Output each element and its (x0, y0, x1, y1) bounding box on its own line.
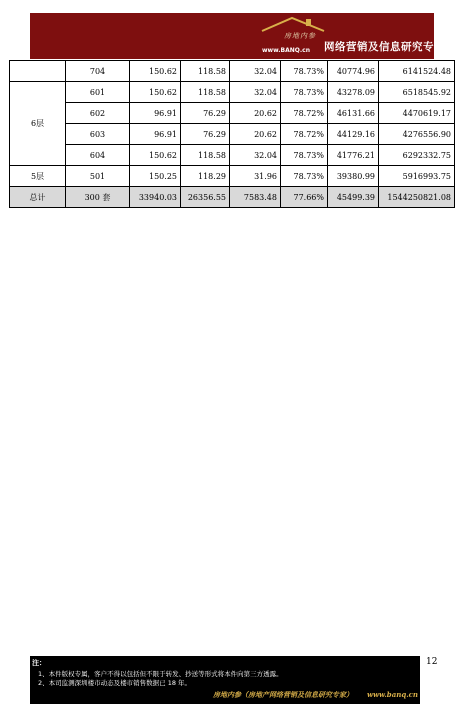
logo-url: www.BANQ.cn (262, 47, 310, 54)
unit-cell: 704 (66, 61, 130, 82)
table-cell: 32.04 (230, 145, 281, 166)
table-cell: 150.62 (130, 61, 181, 82)
table-cell: 76.29 (181, 124, 230, 145)
table-cell: 32.04 (230, 61, 281, 82)
table-cell: 118.58 (181, 61, 230, 82)
table-cell: 118.58 (181, 82, 230, 103)
footer-note-label: 注： (32, 659, 46, 667)
header-banner (30, 13, 445, 59)
table-cell: 4470619.17 (379, 103, 455, 124)
table-row (10, 166, 455, 187)
table-cell: 44129.16 (328, 124, 379, 145)
table-cell: 41776.21 (328, 145, 379, 166)
table-cell: 118.29 (181, 166, 230, 187)
floor-cell: 6层 (10, 82, 66, 166)
footer-note: 1、本件版权专属，客户不得以包括但不限于转发、抄送等形式将本件向第三方透露。 (38, 670, 283, 678)
table-cell: 77.66% (281, 187, 328, 208)
footer-notes (30, 656, 420, 704)
table-cell: 20.62 (230, 103, 281, 124)
unit-count-cell: 300 套 (66, 187, 130, 208)
table-cell: 150.62 (130, 145, 181, 166)
table-cell: 6292332.75 (379, 145, 455, 166)
table-cell: 76.29 (181, 103, 230, 124)
table-row (10, 61, 455, 82)
table-cell: 5916993.75 (379, 166, 455, 187)
unit-cell: 604 (66, 145, 130, 166)
table-cell: 78.72% (281, 124, 328, 145)
page-number: 12 (426, 657, 438, 667)
floor-cell: 5层 (10, 166, 66, 187)
table-cell: 26356.55 (181, 187, 230, 208)
header-title: 网络营销及信息研究专家 (324, 41, 445, 53)
table-cell: 78.73% (281, 61, 328, 82)
unit-cell: 501 (66, 166, 130, 187)
table-row (10, 145, 455, 166)
table-cell: 78.73% (281, 145, 328, 166)
table-cell: 96.91 (130, 103, 181, 124)
table-cell: 78.73% (281, 82, 328, 103)
table-cell: 78.73% (281, 166, 328, 187)
table-cell: 20.62 (230, 124, 281, 145)
footer-note: 2、本司监测深圳楼市动态及楼市销售数据已 18 年。 (38, 679, 192, 687)
table-row (10, 82, 455, 103)
total-row (10, 187, 455, 208)
table-cell: 45499.39 (328, 187, 379, 208)
table-cell: 46131.66 (328, 103, 379, 124)
floor-cell (10, 61, 66, 82)
table-cell: 33940.03 (130, 187, 181, 208)
table-cell: 39380.99 (328, 166, 379, 187)
table-cell: 118.58 (181, 145, 230, 166)
table-cell: 78.72% (281, 103, 328, 124)
table-cell: 4276556.90 (379, 124, 455, 145)
table-cell: 6141524.48 (379, 61, 455, 82)
table-cell: 31.96 (230, 166, 281, 187)
table-row (10, 103, 455, 124)
footer-url: www.banq.cn (366, 690, 418, 699)
sales-table (9, 60, 455, 208)
footer-tagline (213, 690, 418, 700)
table-cell: 1544250821.08 (379, 187, 455, 208)
table-cell: 43278.09 (328, 82, 379, 103)
unit-cell: 602 (66, 103, 130, 124)
table-cell: 96.91 (130, 124, 181, 145)
unit-cell: 601 (66, 82, 130, 103)
table-cell: 6518545.92 (379, 82, 455, 103)
logo-script: 房地内参 (284, 32, 316, 40)
table-cell: 150.25 (130, 166, 181, 187)
footer-tagline-text: 房地内参（房地产网络营销及信息研究专家） (212, 690, 353, 699)
table-cell: 150.62 (130, 82, 181, 103)
table-row (10, 124, 455, 145)
table-cell: 40774.96 (328, 61, 379, 82)
total-label-cell: 总计 (10, 187, 66, 208)
table-cell: 7583.48 (230, 187, 281, 208)
table-cell: 32.04 (230, 82, 281, 103)
unit-cell: 603 (66, 124, 130, 145)
